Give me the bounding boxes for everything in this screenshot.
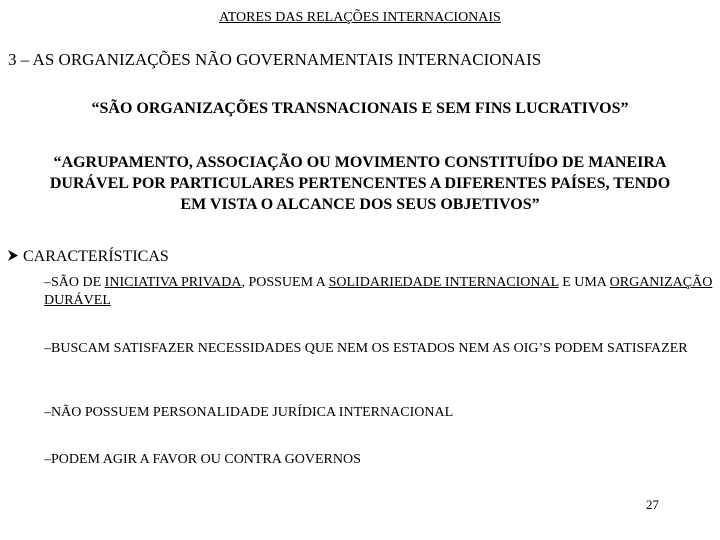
definition-text <box>0 152 720 215</box>
definition-line: “AGRUPAMENTO, ASSOCIAÇÃO OU MOVIMENTO CONSTITUÍDO DE MANEIRA <box>53 154 667 171</box>
item-text: , POSSUEM A <box>241 275 329 290</box>
characteristic-item: –PODEM AGIR A FAVOR OU CONTRA GOVERNOS <box>44 452 361 467</box>
item-text: –SÃO DE <box>44 275 105 290</box>
underlined-term: SOLIDARIEDADE INTERNACIONAL <box>328 275 559 290</box>
definition-line: EM VISTA O ALCANCE DOS SEUS OBJETIVOS” <box>180 196 540 213</box>
page-number: 27 <box>646 497 659 512</box>
characteristic-item <box>44 274 716 310</box>
underlined-term: INICIATIVA PRIVADA <box>104 275 242 290</box>
arrowhead-bullet-icon <box>7 248 23 266</box>
characteristics-heading-label: CARACTERÍSTICAS <box>23 248 169 265</box>
characteristics-heading <box>7 248 169 266</box>
item-text: E UMA <box>558 275 610 290</box>
slide-title: ATORES DAS RELAÇÕES INTERNACIONAIS <box>219 10 501 25</box>
characteristic-item: –BUSCAM SATISFAZER NECESSIDADES QUE NEM OS ESTADOS NEM AS OIG’S PODEM SATISFAZER <box>44 341 688 356</box>
definition-line: DURÁVEL POR PARTICULARES PERTENCENTES A DIFERENTES PAÍSES, TENDO <box>49 175 671 192</box>
characteristic-item: –NÃO POSSUEM PERSONALIDADE JURÍDICA INTERNACIONAL <box>44 405 454 420</box>
underlined-term: ORGANIZAÇÃO DURÁVEL <box>44 275 713 308</box>
section-title: 3 – AS ORGANIZAÇÕES NÃO GOVERNAMENTAIS INTERNACIONAIS <box>8 50 542 69</box>
quote-text: “SÃO ORGANIZAÇÕES TRANSNACIONAIS E SEM FINS LUCRATIVOS” <box>91 100 629 117</box>
